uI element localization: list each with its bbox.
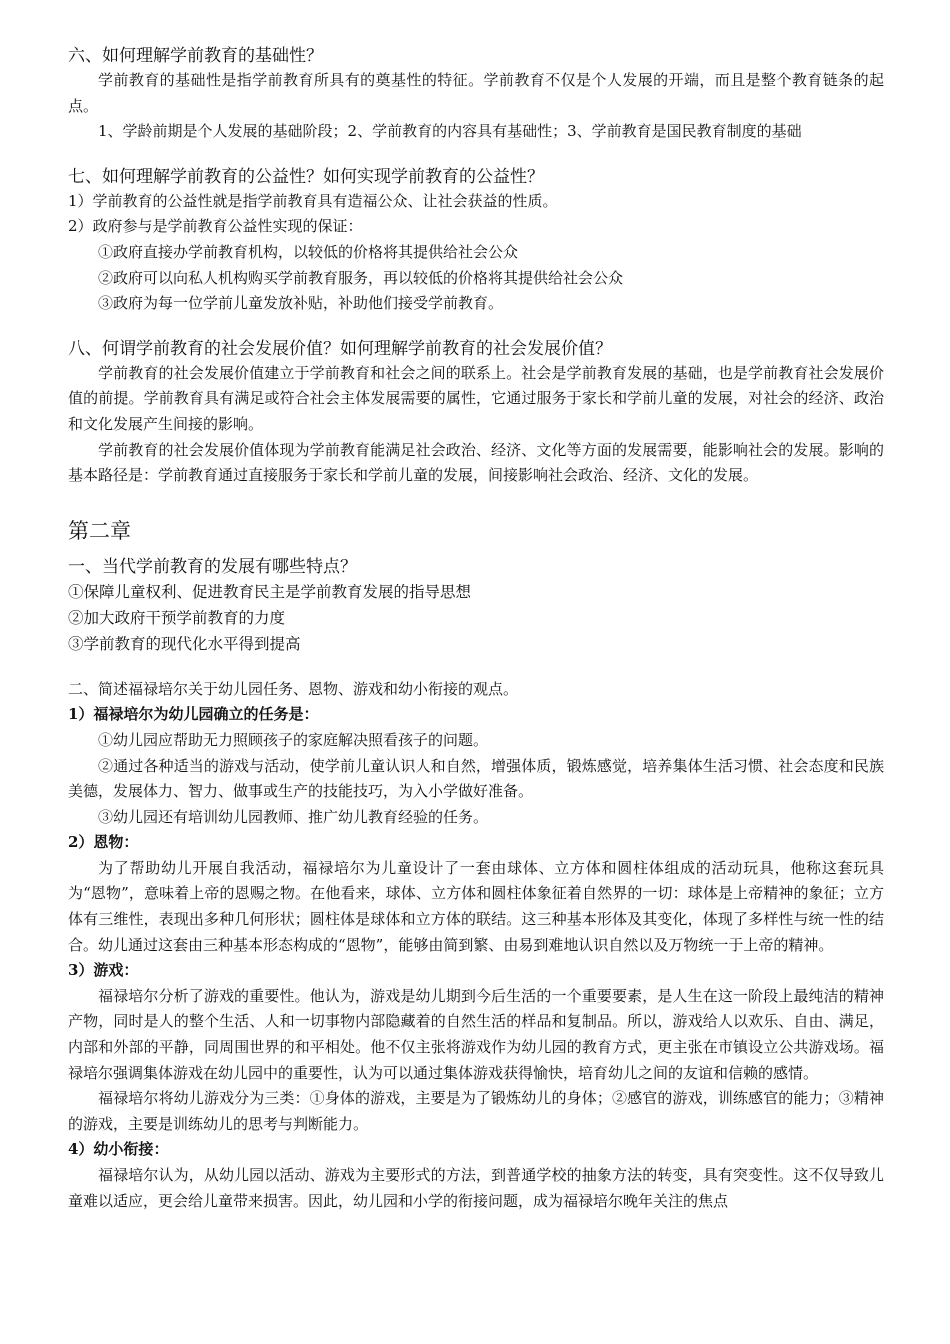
froebel-gifts-heading: 2）恩物： <box>68 833 139 852</box>
section-6-paragraph-2: 1、学龄前期是个人发展的基础阶段；2、学前教育的内容具有基础性；3、学前教育是国民教育制度的基础 <box>98 122 802 141</box>
chapter-2-title: 第二章 <box>68 518 131 543</box>
section-7-line-2: 2）政府参与是学前教育公益性实现的保证： <box>68 217 363 236</box>
section-8-paragraph-1: 学前教育的社会发展价值建立于学前教育和社会之间的联系上。社会是学前教育发展的基础，也是学前教育社会发展价值的前提。学前教育具有满足或符合社会主体发展需要的属性，它通过服务于家长和学前儿童的发展，对社会的经济、政治和文化发展产生间接的影响。 <box>68 363 884 433</box>
froebel-task-2: ②通过各种适当的游戏与活动，使学前儿童认识人和自然，增强体质，锻炼感觉，培养集体生活习惯、社会态度和民族美德，发展体力、智力、做事或生产的技能技巧，为入小学做好准备。 <box>68 756 884 801</box>
froebel-gifts-paragraph: 为了帮助幼儿开展自我活动，福禄培尔为儿童设计了一套由球体、立方体和圆柱体组成的活动玩具，他称这套玩具为“恩物”，意味着上帝的恩赐之物。在他看来，球体、立方体和圆柱体象征着自然界的一切：球体是上帝精神的象征；立方体有三维性，表现出多种几何形状；圆柱体是球体和立方体的联结。这三种基本形体及其变化，体现了多样性与统一性的结合。幼儿通过这套由三种基本形态构成的“恩物”，能够由简到繁、由易到难地认识自然以及万物统一于上帝的精神。 <box>68 858 884 954</box>
section-6-paragraph-1: 学前教育的基础性是指学前教育所具有的奠基性的特征。学前教育不仅是个人发展的开端，而且是整个教育链条的起点。 <box>68 71 884 115</box>
froebel-games-paragraph-1: 福禄培尔分析了游戏的重要性。他认为，游戏是幼儿期到今后生活的一个重要要素，是人生在这一阶段上最纯洁的精神产物，同时是人的整个生活、人和一切事物内部隐藏着的自然生活的样品和复制品。所以，游戏给人以欢乐、自由、满足，内部和外部的平静，同周围世界的和平相处。他不仅主张将游戏作为幼儿园的教育方式，更主张在市镇设立公共游戏场。福禄培尔强调集体游戏在幼儿园中的重要性，认为可以通过集体游戏获得愉快，培育幼儿之间的友谊和信赖的感情。 <box>68 986 884 1082</box>
section-6-title: 六、如何理解学前教育的基础性？ <box>68 46 323 66</box>
chapter-2-question-1-item-3: ③学前教育的现代化水平得到提高 <box>68 634 301 653</box>
chapter-2-question-2-title: 二、简述福禄培尔关于幼儿园任务、恩物、游戏和幼小衔接的观点。 <box>68 679 519 698</box>
document-page <box>68 44 884 1214</box>
section-7-item-2: ②政府可以向私人机构购买学前教育服务，再以较低的价格将其提供给社会公众 <box>98 268 624 287</box>
froebel-transition-paragraph: 福禄培尔认为，从幼儿园以活动、游戏为主要形式的方法，到普通学校的抽象方法的转变，具有突变性。这不仅导致儿童难以适应，更会给儿童带来损害。因此，幼儿园和小学的衔接问题，成为福禄培尔晚年关注的焦点 <box>68 1166 884 1210</box>
froebel-tasks-heading: 1）福禄培尔为幼儿园确立的任务是： <box>68 705 319 724</box>
section-8-paragraph-2: 学前教育的社会发展价值体现为学前教育能满足社会政治、经济、文化等方面的发展需要，能影响社会的发展。影响的基本路径是：学前教育通过直接服务于家长和学前儿童的发展，间接影响社会政治、经济、文化的发展。 <box>68 440 884 485</box>
froebel-task-1: ①幼儿园应帮助无力照顾孩子的家庭解决照看孩子的问题。 <box>98 730 489 749</box>
chapter-2-question-1-item-2: ②加大政府干预学前教育的力度 <box>68 608 286 627</box>
froebel-games-heading: 3）游戏： <box>68 961 139 980</box>
section-8-title: 八、何谓学前教育的社会发展价值？如何理解学前教育的社会发展价值？ <box>68 338 612 359</box>
froebel-transition-heading: 4）幼小衔接： <box>68 1140 169 1159</box>
chapter-2-question-1-item-1: ①保障儿童权利、促进教育民主是学前教育发展的指导思想 <box>68 582 472 601</box>
section-7-title: 七、如何理解学前教育的公益性？如何实现学前教育的公益性？ <box>68 166 544 187</box>
froebel-games-paragraph-2: 福禄培尔将幼儿游戏分为三类：①身体的游戏，主要是为了锻炼幼儿的身体；②感官的游戏，训练感官的能力；③精神的游戏，主要是训练幼儿的思考与判断能力。 <box>68 1089 884 1133</box>
section-7-line-1: 1）学前教育的公益性就是指学前教育具有造福公众、让社会获益的性质。 <box>68 191 558 210</box>
chapter-2-question-1-title: 一、当代学前教育的发展有哪些特点？ <box>68 556 357 577</box>
froebel-task-3: ③幼儿园还有培训幼儿园教师、推广幼儿教育经验的任务。 <box>98 807 489 826</box>
section-7-item-1: ①政府直接办学前教育机构，以较低的价格将其提供给社会公众 <box>98 242 519 261</box>
section-7-item-3: ③政府为每一位学前儿童发放补贴，补助他们接受学前教育。 <box>98 294 504 313</box>
